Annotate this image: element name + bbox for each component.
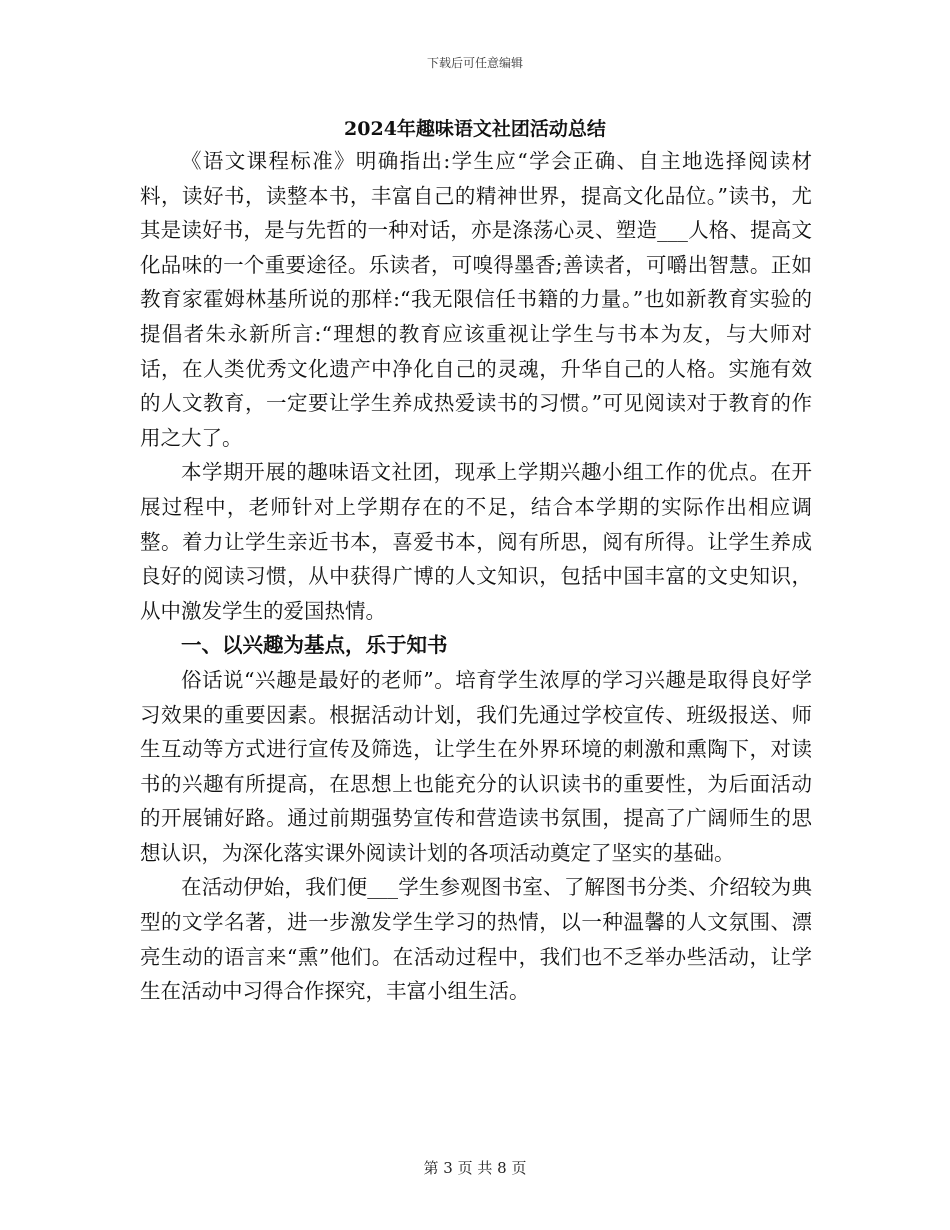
section1-paragraph-1: 俗话说“兴趣是最好的老师”。培育学生浓厚的学习兴趣是取得良好学习效果的重要因素。根据活动计划，我们先通过学校宣传、班级报送、师生互动等方式进行宣传及筛选，让学生在外界环境的刺激和熏陶下，对读书的兴趣有所提高，在思想上也能充分的认识读书的重要性，为后面活动的开展铺好路。通过前期强势宣传和营造读书氛围，提高了广阔师生的思想认识，为深化落实课外阅读计划的各项活动奠定了坚实的基础。 <box>140 667 812 865</box>
page-header-note: 下载后可任意编辑 <box>426 56 523 70</box>
section1-paragraph-2: 在活动伊始，我们便___学生参观图书室、了解图书分类、介绍较为典型的文学名著，进一步激发学生学习的热情，以一种温馨的人文氛围、漂亮生动的语言来“熏”他们。在活动过程中，我们也不乏举办些活动，让学生在活动中习得合作探究，丰富小组生活。 <box>140 875 812 1004</box>
overview-paragraph: 本学期开展的趣味语文社团，现承上学期兴趣小组工作的优点。在开展过程中，老师针对上学期存在的不足，结合本学期的实际作出相应调整。着力让学生亲近书本，喜爱书本，阅有所思，阅有所得。让学生养成良好的阅读习惯，从中获得广博的人文知识，包括中国丰富的文史知识，从中激发学生的爱国热情。 <box>140 460 812 623</box>
section-heading-1: 一、以兴趣为基点，乐于知书 <box>181 633 448 658</box>
document-body <box>140 144 812 1009</box>
document-title: 2024年趣味语文社团活动总结 <box>344 118 606 140</box>
page-number-footer: 第 3 页 共 8 页 <box>423 1159 527 1177</box>
intro-paragraph: 《语文课程标准》明确指出:学生应“学会正确、自主地选择阅读材料，读好书，读整本书，丰富自己的精神世界，提高文化品位。”读书，尤其是读好书，是与先哲的一种对话，亦是涤荡心灵、塑造___人格、提高文化品味的一个重要途径。乐读者，可嗅得墨香;善读者，可嚼出智慧。正如教育家霍姆林基所说的那样:“我无限信任书籍的力量。”也如新教育实验的提倡者朱永新所言:“理想的教育应该重视让学生与书本为友，与大师对话，在人类优秀文化遗产中净化自己的灵魂，升华自己的人格。实施有效的人文教育，一定要让学生养成热爱读书的习惯。”可见阅读对于教育的作用之大了。 <box>140 149 812 450</box>
